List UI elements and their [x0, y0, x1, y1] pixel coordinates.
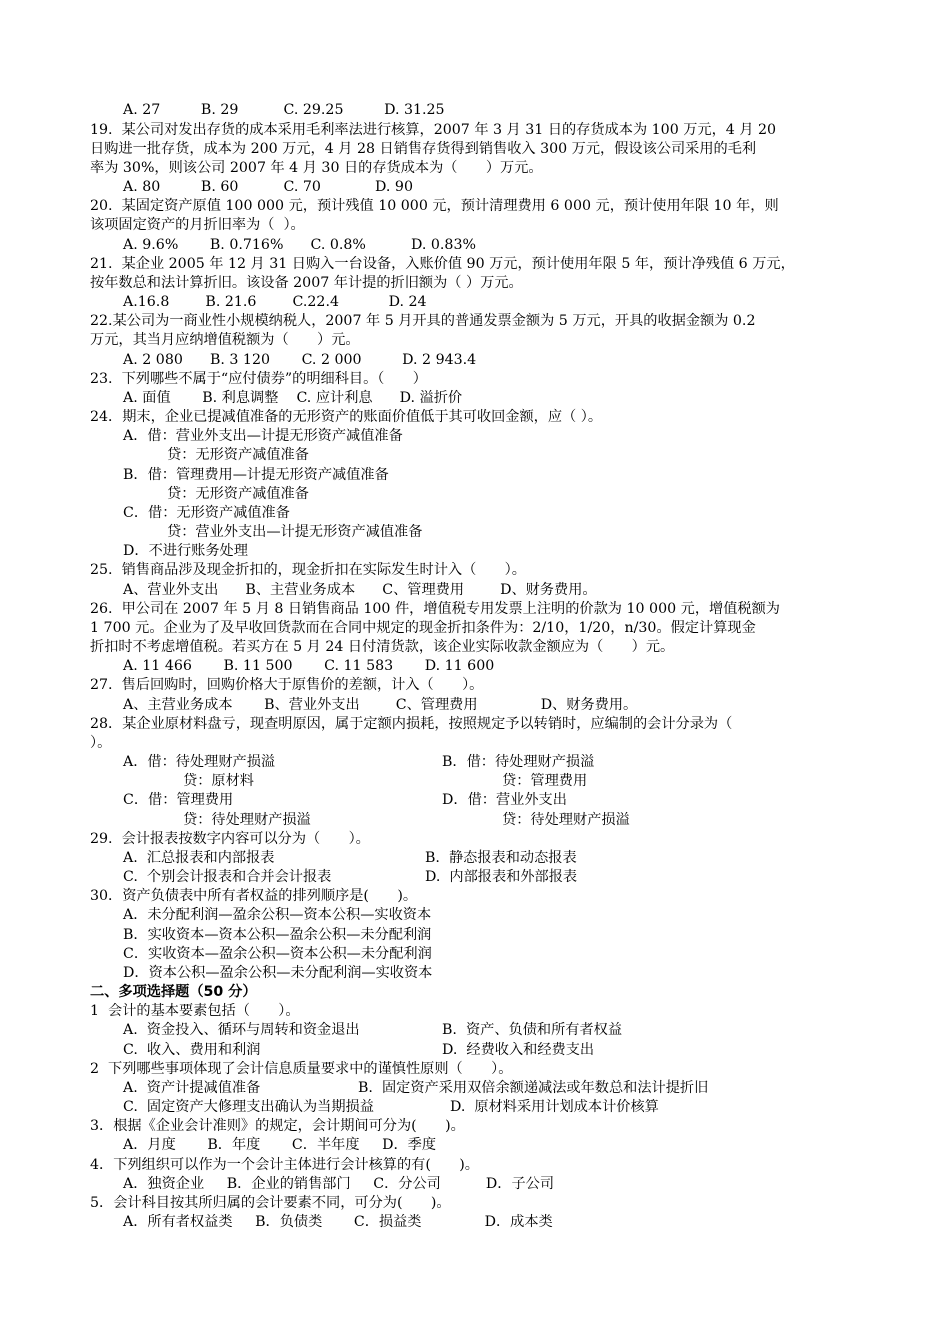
- q25-text: 25. 销售商品涉及现金折扣的，现金折扣在实际发生时计入（ ）。: [90, 562, 526, 578]
- q27-text: 27. 售后回购时，回购价格大于原售价的差额，计入（ ）。: [90, 677, 484, 693]
- q28-option-d-debit: D．借：营业外支出: [442, 792, 567, 808]
- q20-options: A. 9.6% B. 0.716% C. 0.8% D. 0.83%: [123, 237, 476, 253]
- q30-text: 30．资产负债表中所有者权益的排列顺序是( )。: [90, 888, 418, 904]
- q19-text-line1: 19. 某公司对发出存货的成本采用毛利率法进行核算，2007 年 3 月 31 日的存货成本为 100 万元，4 月 20: [90, 122, 777, 138]
- mq2-text: 2 下列哪些事项体现了会计信息质量要求中的谨慎性原则（ ）。: [90, 1061, 513, 1077]
- q23-text: 23. 下列哪些不属于“应付债券”的明细科目。（ ）: [90, 371, 427, 387]
- mq3-options: A．月度 B．年度 C．半年度 D．季度: [123, 1137, 437, 1153]
- q19-text-line3: 率为 30%，则该公司 2007 年 4 月 30 日的存货成本为（ ）万元。: [90, 160, 543, 176]
- q29-option-a: A. 汇总报表和内部报表: [123, 850, 275, 866]
- q24-option-b-credit: 贷：无形资产减值准备: [167, 486, 309, 502]
- mq4-options: A．独资企业 B．企业的销售部门 C．分公司 D．子公司: [123, 1176, 555, 1192]
- q22-text-line1: 22.某公司为一商业性小规模纳税人，2007 年 5 月开具的普通发票金额为 5 万元，开具的收据金额为 0.2: [90, 313, 756, 329]
- q28-option-b-credit: 贷：管理费用: [502, 773, 588, 789]
- q28-option-c-credit: 贷：待处理财产损溢: [183, 812, 311, 828]
- q28-option-a-debit: A．借：待处理财产损溢: [123, 754, 276, 770]
- mq1-option-c: C. 收入、费用和利润: [123, 1042, 261, 1058]
- mq2-option-b: B. 固定资产采用双倍余额递减法或年数总和法计提折旧: [358, 1080, 709, 1096]
- q26-options: A. 11 466 B. 11 500 C. 11 583 D. 11 600: [123, 658, 495, 674]
- q29-option-b: B. 静态报表和动态报表: [425, 850, 577, 866]
- mq5-options: A．所有者权益类 B．负债类 C．损益类 D．成本类: [123, 1214, 553, 1230]
- q26-text-line2: 1 700 元。企业为了及早收回货款而在合同中规定的现金折扣条件为：2/10，1/20，n/30。假定计算现金: [90, 620, 756, 636]
- q26-text-line3: 折扣时不考虑增值税。若买方在 5 月 24 日付清货款，该企业实际收款金额应为（ ）元。: [90, 639, 675, 655]
- q22-text-line2: 万元，其当月应纳增值税额为（ ）元。: [90, 332, 360, 348]
- mq5-text: 5．会计科目按其所归属的会计要素不同，可分为( )。: [90, 1195, 451, 1211]
- q24-option-a-credit: 贷：无形资产减值准备: [167, 447, 309, 463]
- mq1-text: 1 会计的基本要素包括（ ）。: [90, 1003, 300, 1019]
- q24-option-b-debit: B．借：管理费用—计提无形资产减值准备: [123, 467, 389, 483]
- q24-option-c-credit: 贷：营业外支出—计提无形资产减值准备: [167, 524, 423, 540]
- section-heading-multiple-choice: 二、多项选择题（50 分）: [90, 984, 257, 1000]
- q26-text-line1: 26. 甲公司在 2007 年 5 月 8 日销售商品 100 件，增值税专用发票上注明的价款为 10 000 元，增值税额为: [90, 601, 780, 617]
- q24-option-c-debit: C．借：无形资产减值准备: [123, 505, 290, 521]
- q30-option-b: B．实收资本—资本公积—盈余公积—未分配利润: [123, 927, 432, 943]
- mq1-option-d: D. 经费收入和经费支出: [442, 1042, 595, 1058]
- q20-text-line1: 20. 某固定资产原值 100 000 元，预计残值 10 000 元，预计清理费用 6 000 元，预计使用年限 10 年，则: [90, 198, 779, 214]
- q21-text-line2: 按年数总和法计算折旧。该设备 2007 年计提的折旧额为（ ）万元。: [90, 275, 523, 291]
- q28-text-line2: ）。: [90, 735, 112, 751]
- q18-options: A. 27 B. 29 C. 29.25 D. 31.25: [123, 102, 445, 118]
- q28-option-a-credit: 贷：原材料: [183, 773, 254, 789]
- q24-option-d: D．不进行账务处理: [123, 543, 248, 559]
- q20-text-line2: 该项固定资产的月折旧率为（ ）。: [90, 217, 305, 233]
- q29-text: 29. 会计报表按数字内容可以分为（ ）。: [90, 831, 370, 847]
- q30-option-c: C．实收资本—盈余公积—资本公积—未分配利润: [123, 946, 432, 962]
- q28-option-c-debit: C．借：管理费用: [123, 792, 234, 808]
- mq4-text: 4．下列组织可以作为一个会计主体进行会计核算的有( )。: [90, 1157, 479, 1173]
- mq2-option-c: C. 固定资产大修理支出确认为当期损益: [123, 1099, 374, 1115]
- q29-option-c: C. 个别会计报表和合并会计报表: [123, 869, 332, 885]
- q19-options: A. 80 B. 60 C. 70 D. 90: [123, 179, 413, 195]
- q25-options: A、营业外支出 B、主营业务成本 C、管理费用 D、财务费用。: [123, 582, 597, 598]
- q19-text-line2: 日购进一批存货，成本为 200 万元，4 月 28 日销售存货得到销售收入 300 万元，假设该公司采用的毛利: [90, 141, 757, 157]
- q27-options: A、主营业务成本 B、营业外支出 C、管理费用 D、财务费用。: [123, 697, 638, 713]
- mq1-option-b: B. 资产、负债和所有者权益: [442, 1022, 623, 1038]
- q24-text: 24．期末，企业已提减值准备的无形资产的账面价值低于其可收回金额，应（ ）。: [90, 409, 603, 425]
- q21-text-line1: 21. 某企业 2005 年 12 月 31 日购入一台设备，入账价值 90 万元，预计使用年限 5 年，预计净残值 6 万元，: [90, 256, 795, 272]
- q30-option-a: A．未分配利润—盈余公积—资本公积—实收资本: [123, 907, 432, 923]
- q22-options: A. 2 080 B. 3 120 C. 2 000 D. 2 943.4: [123, 352, 477, 368]
- q28-option-b-debit: B．借：待处理财产损溢: [442, 754, 595, 770]
- q23-options: A. 面值 B. 利息调整 C. 应计利息 D. 溢折价: [123, 390, 463, 406]
- q29-option-d: D. 内部报表和外部报表: [425, 869, 578, 885]
- mq2-option-a: A. 资产计提减值准备: [123, 1080, 261, 1096]
- mq3-text: 3．根据《企业会计准则》的规定，会计期间可分为( )。: [90, 1118, 465, 1134]
- mq2-option-d: D. 原材料采用计划成本计价核算: [450, 1099, 659, 1115]
- q24-option-a-debit: A．借：营业外支出—计提无形资产减值准备: [123, 428, 403, 444]
- q21-options: A.16.8 B. 21.6 C.22.4 D. 24: [123, 294, 427, 310]
- q28-text-line1: 28．某企业原材料盘亏，现查明原因，属于定额内损耗，按照规定予以转销时，应编制的会计分录为（: [90, 716, 733, 732]
- q28-option-d-credit: 贷：待处理财产损溢: [502, 812, 630, 828]
- mq1-option-a: A. 资金投入、循环与周转和资金退出: [123, 1022, 360, 1038]
- q30-option-d: D．资本公积—盈余公积—未分配利润—实收资本: [123, 965, 433, 981]
